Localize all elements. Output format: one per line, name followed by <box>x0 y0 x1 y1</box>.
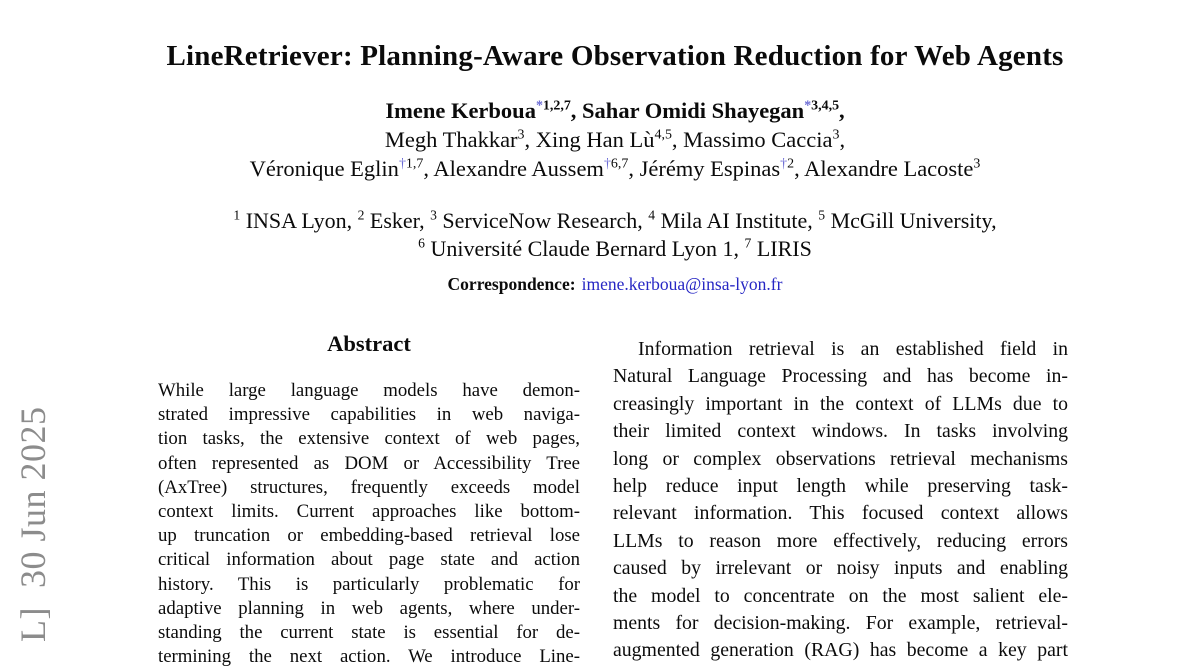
affiliation-line <box>30 235 1200 263</box>
affiliation-superscript: 3 <box>973 156 981 172</box>
text-line: strated impressive capabilities in web naviga- <box>158 404 580 426</box>
affiliation-superscript: 3 <box>517 127 525 143</box>
affiliation-number: 7 <box>744 235 752 251</box>
author-name: Alexandre Lacoste <box>804 156 974 181</box>
text-line: (AxTree) structures, frequently exceeds model <box>158 476 580 498</box>
abstract-heading: Abstract <box>327 331 411 356</box>
affiliation-number: 2 <box>357 207 365 223</box>
text-line: history. This is particularly problematic for <box>158 573 580 595</box>
text-line: help reduce input length while preserving task- <box>613 474 1068 497</box>
affiliation-name: INSA Lyon, <box>240 208 358 233</box>
affiliation-superscript: 3,4,5 <box>811 98 840 114</box>
affiliation-number: 1 <box>233 207 241 223</box>
author-name: Massimo Caccia <box>683 127 833 152</box>
author-separator: , <box>794 156 805 181</box>
text-line: standing the current state is essential for de- <box>158 621 580 643</box>
footnote-marker: † <box>780 156 788 172</box>
text-line: often represented as DOM or Accessibility Tree <box>158 452 580 474</box>
affiliation-line <box>30 207 1200 235</box>
author-name: Megh Thakkar <box>384 127 518 152</box>
affiliation-name: LIRIS <box>751 236 812 261</box>
text-line: Natural Language Processing and has become in- <box>613 365 1068 388</box>
author-block <box>30 96 1200 183</box>
correspondence-email[interactable]: imene.kerboua@insa-lyon.fr <box>581 274 783 294</box>
correspondence-line <box>30 274 1200 295</box>
author-separator: , <box>423 156 434 181</box>
text-line: context limits. Current approaches like bottom- <box>158 500 580 522</box>
author-line <box>30 125 1200 154</box>
author-separator: , <box>671 127 684 152</box>
text-line: ments for decision-making. For example, retrieval- <box>613 611 1068 634</box>
author-name: Jérémy Espinas <box>639 156 781 181</box>
text-line: adaptive planning in web agents, where under- <box>158 597 580 619</box>
author-name: Imene Kerboua <box>385 98 536 123</box>
affiliation-superscript: 1,7 <box>405 156 424 172</box>
affiliation-block <box>30 207 1200 263</box>
footnote-marker: * <box>535 98 543 114</box>
author-line <box>30 154 1200 183</box>
affiliation-superscript: 6,7 <box>610 156 629 172</box>
text-line: tion tasks, the extensive context of web pages, <box>158 428 580 450</box>
affiliation-superscript: 4,5 <box>654 127 672 143</box>
affiliation-name: Esker, <box>364 208 431 233</box>
author-name: Alexandre Aussem <box>433 156 604 181</box>
text-line: up truncation or embedding-based retrieval lose <box>158 525 580 547</box>
text-line: augmented generation (RAG) has become a key part <box>613 639 1068 662</box>
affiliation-superscript: 3 <box>832 127 840 143</box>
abstract-text-column <box>158 379 580 669</box>
arxiv-watermark: L] 30 Jun 2025 <box>13 406 53 642</box>
text-line: LLMs to reason more effectively, reducing errors <box>613 529 1068 552</box>
affiliation-superscript: 1,2,7 <box>542 98 571 114</box>
author-name: Xing Han Lù <box>535 127 655 152</box>
affiliation-number: 3 <box>430 207 437 223</box>
text-line: Information retrieval is an established field in <box>638 338 1068 360</box>
text-line: caused by irrelevant or noisy inputs and enabling <box>613 557 1068 580</box>
affiliation-name: Mila AI Institute, <box>655 208 819 233</box>
paper-title: LineRetriever: Planning-Aware Observation Reduction for Web Agents <box>166 40 1064 72</box>
affiliation-number: 4 <box>648 207 656 223</box>
right-text-column <box>613 336 1068 665</box>
author-separator: , <box>570 98 583 123</box>
author-separator: , <box>628 156 640 181</box>
footnote-marker: † <box>398 156 406 172</box>
affiliation-superscript: 2 <box>787 156 795 172</box>
text-line: critical information about page state and action <box>158 549 580 571</box>
text-line: While large language models have demon- <box>158 380 580 401</box>
text-line: their limited context windows. In tasks involving <box>613 420 1068 443</box>
author-name: Sahar Omidi Shayegan <box>582 98 805 123</box>
affiliation-number: 6 <box>418 235 425 251</box>
author-separator: , <box>524 127 536 152</box>
author-line <box>30 96 1200 125</box>
affiliation-number: 5 <box>818 207 826 223</box>
text-line: creasingly important in the context of LLMs due to <box>613 392 1068 415</box>
author-separator: , <box>839 127 846 152</box>
correspondence-label: Correspondence: <box>447 274 576 294</box>
footnote-marker: * <box>804 98 812 114</box>
text-line: the model to concentrate on the most salient ele- <box>613 584 1068 607</box>
author-name: Véronique Eglin <box>249 156 399 181</box>
text-line: termining the next action. We introduce Line- <box>158 646 580 668</box>
affiliation-name: McGill University, <box>825 208 997 233</box>
affiliation-name: ServiceNow Research, <box>436 208 649 233</box>
author-separator: , <box>839 98 845 123</box>
text-line: long or complex observations retrieval mechanisms <box>613 447 1068 470</box>
text-line: relevant information. This focused context allows <box>613 502 1068 525</box>
footnote-marker: † <box>603 156 611 172</box>
affiliation-name: Université Claude Bernard Lyon 1, <box>424 236 745 261</box>
